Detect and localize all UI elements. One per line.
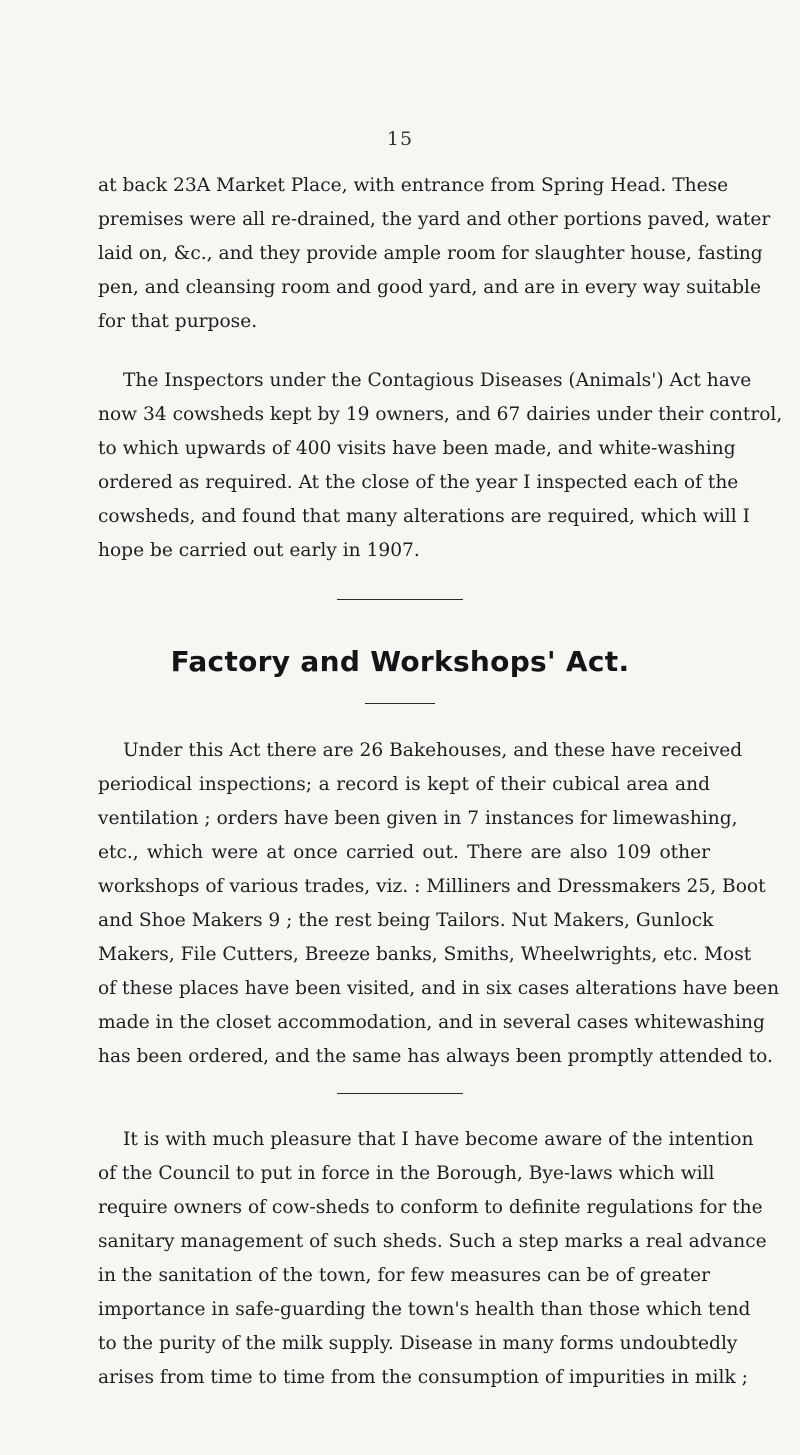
- text-line: to which upwards of 400 visits have been made, and white-washing: [98, 438, 736, 459]
- text-line: of the Council to put in force in the Borough, Bye-laws which will: [98, 1163, 715, 1184]
- text-line: of these places have been visited, and in six cases alterations have been: [98, 978, 780, 999]
- heading-underline: [365, 703, 435, 704]
- text-line: and Shoe Makers 9 ; the rest being Tailors. Nut Makers, Gunlock: [98, 910, 714, 931]
- text-line: made in the closet accommodation, and in several cases whitewashing: [98, 1012, 765, 1033]
- text-line: now 34 cowsheds kept by 19 owners, and 67 dairies under their control,: [98, 404, 783, 425]
- text-line: require owners of cow-sheds to conform to definite regulations for the: [98, 1197, 763, 1218]
- text-line: hope be carried out early in 1907.: [98, 540, 420, 561]
- text-line: arises from time to time from the consumption of impurities in milk ;: [98, 1367, 748, 1388]
- text-line: for that purpose.: [98, 311, 258, 332]
- section-divider: [337, 599, 463, 600]
- text-line: pen, and cleansing room and good yard, and are in every way suitable: [98, 277, 761, 298]
- paragraph-cowsheds: [98, 364, 783, 568]
- text-line: periodical inspections; a record is kept of their cubical area and: [98, 774, 710, 795]
- text-line: has been ordered, and the same has always been promptly attended to.: [98, 1046, 773, 1067]
- paragraph-slaughterhouse: [98, 169, 771, 339]
- text-line: etc., which were at once carried out. There are also 109 other: [98, 842, 710, 863]
- text-line: to the purity of the milk supply. Disease in many forms undoubtedly: [98, 1333, 738, 1354]
- text-line: at back 23A Market Place, with entrance from Spring Head. These: [98, 175, 729, 196]
- text-line: premises were all re-drained, the yard and other portions paved, water: [98, 209, 771, 230]
- text-line: workshops of various trades, viz. : Milliners and Dressmakers 25, Boot: [98, 876, 766, 897]
- page-number: 15: [386, 128, 414, 150]
- text-line: Makers, File Cutters, Breeze banks, Smiths, Wheelwrights, etc. Most: [98, 944, 752, 965]
- text-line: ordered as required. At the close of the year I inspected each of the: [98, 472, 739, 493]
- text-line: sanitary management of such sheds. Such a step marks a real advance: [98, 1231, 767, 1252]
- paragraph-bakehouses: [98, 734, 780, 1074]
- text-line: Under this Act there are 26 Bakehouses, and these have received: [123, 740, 743, 761]
- text-line: laid on, &c., and they provide ample room for slaughter house, fasting: [98, 243, 763, 264]
- text-line: The Inspectors under the Contagious Diseases (Animals') Act have: [123, 370, 752, 391]
- text-line: importance in safe-guarding the town's health than those which tend: [98, 1299, 751, 1320]
- section-heading: Factory and Workshops' Act.: [170, 645, 630, 678]
- section-divider: [337, 1093, 463, 1094]
- text-line: in the sanitation of the town, for few measures can be of greater: [98, 1265, 710, 1286]
- text-line: ventilation ; orders have been given in 7 instances for limewashing,: [98, 808, 738, 829]
- text-line: It is with much pleasure that I have become aware of the intention: [123, 1129, 754, 1150]
- paragraph-bye-laws: [98, 1123, 767, 1395]
- text-line: cowsheds, and found that many alterations are required, which will I: [98, 506, 750, 527]
